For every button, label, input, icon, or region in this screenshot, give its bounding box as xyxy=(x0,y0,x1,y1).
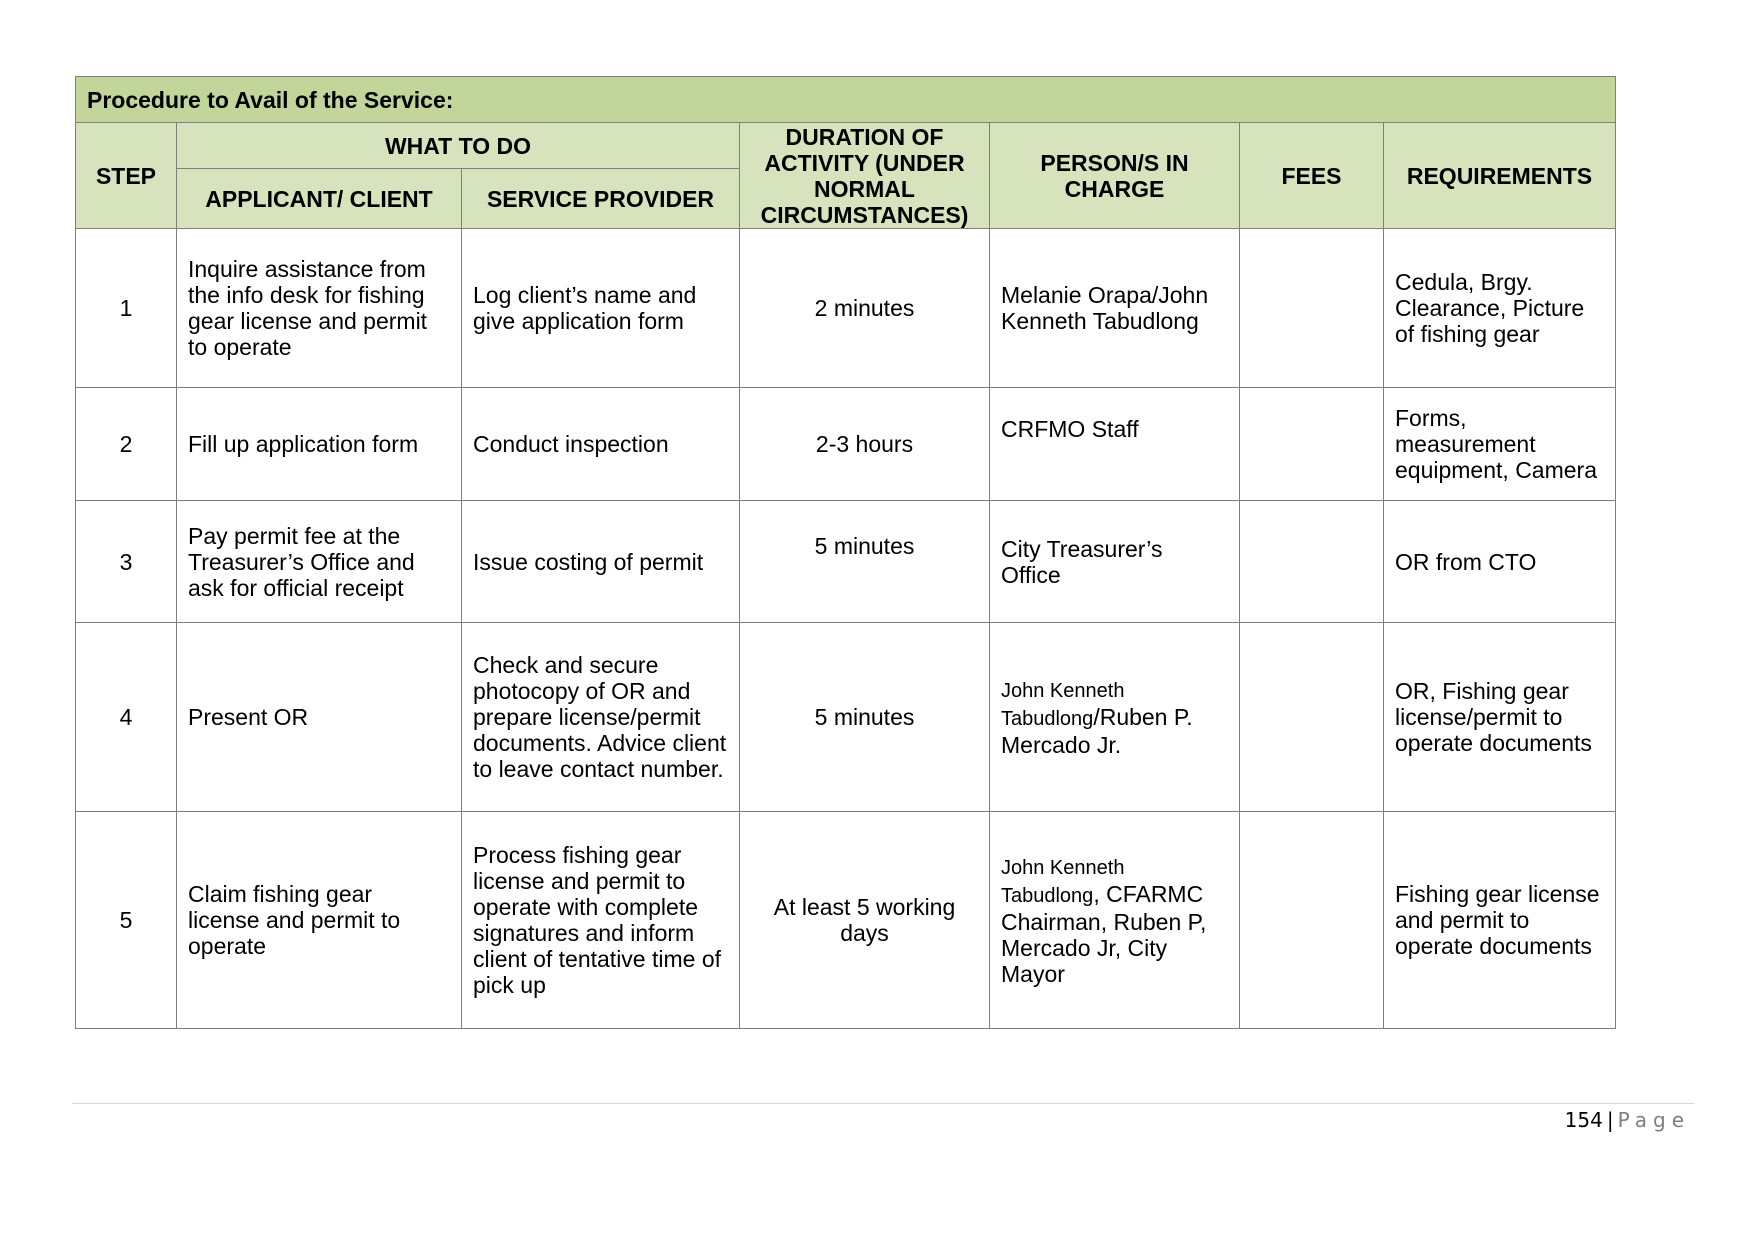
fees-cell xyxy=(1240,501,1384,623)
table-row xyxy=(76,388,1616,501)
header-step: STEP xyxy=(76,123,177,229)
footer-divider xyxy=(72,1103,1694,1104)
duration-cell: At least 5 working days xyxy=(740,812,990,1029)
table-row xyxy=(76,812,1616,1029)
provider-cell: Log client’s name and give application form xyxy=(462,229,740,388)
header-person-in-charge: PERSON/S IN CHARGE xyxy=(990,123,1240,229)
header-applicant-client: APPLICANT/ CLIENT xyxy=(177,169,462,229)
duration-cell: 5 minutes xyxy=(740,623,990,812)
step-cell: 3 xyxy=(76,501,177,623)
requirements-cell: Forms, measurement equipment, Camera xyxy=(1384,388,1616,501)
provider-cell: Issue costing of permit xyxy=(462,501,740,623)
step-cell: 5 xyxy=(76,812,177,1029)
applicant-cell: Present OR xyxy=(177,623,462,812)
person-cell xyxy=(990,623,1240,812)
requirements-cell: Fishing gear license and permit to operate documents xyxy=(1384,812,1616,1029)
person-name-rest: , CFARMC Chairman, Ruben P, Mercado Jr, City Mayor xyxy=(1001,881,1207,987)
header-requirements: REQUIREMENTS xyxy=(1384,123,1616,229)
fees-cell xyxy=(1240,388,1384,501)
duration-cell: 5 minutes xyxy=(740,501,990,623)
person-name-small: John Kenneth Tabudlong xyxy=(1001,680,1125,730)
person-name-small: John Kenneth Tabudlong xyxy=(1001,857,1125,907)
fees-cell xyxy=(1240,623,1384,812)
header-what-to-do: WHAT TO DO xyxy=(177,123,740,169)
table-row xyxy=(76,623,1616,812)
step-cell: 1 xyxy=(76,229,177,388)
header-fees: FEES xyxy=(1240,123,1384,229)
person-cell: City Treasurer’s Office xyxy=(990,501,1240,623)
applicant-cell: Pay permit fee at the Treasurer’s Office and ask for official receipt xyxy=(177,501,462,623)
person-name-rest: /Ruben P. Mercado Jr. xyxy=(1001,704,1193,758)
page-word: Page xyxy=(1617,1108,1690,1132)
applicant-cell: Fill up application form xyxy=(177,388,462,501)
applicant-cell: Claim fishing gear license and permit to operate xyxy=(177,812,462,1029)
fees-cell xyxy=(1240,812,1384,1029)
table-row xyxy=(76,229,1616,388)
duration-cell: 2 minutes xyxy=(740,229,990,388)
provider-cell: Conduct inspection xyxy=(462,388,740,501)
table-row xyxy=(76,501,1616,623)
page-footer xyxy=(1565,1108,1690,1132)
procedure-table xyxy=(75,76,1616,1029)
fees-cell xyxy=(1240,229,1384,388)
step-cell: 4 xyxy=(76,623,177,812)
page-separator: | xyxy=(1606,1108,1614,1132)
duration-cell: 2-3 hours xyxy=(740,388,990,501)
requirements-cell: Cedula, Brgy. Clearance, Picture of fishing gear xyxy=(1384,229,1616,388)
applicant-cell: Inquire assistance from the info desk for fishing gear license and permit to operate xyxy=(177,229,462,388)
table-title: Procedure to Avail of the Service: xyxy=(76,77,1616,123)
person-cell xyxy=(990,812,1240,1029)
header-service-provider: SERVICE PROVIDER xyxy=(462,169,740,229)
provider-cell: Process fishing gear license and permit to operate with complete signatures and inform client of tentative time of pick up xyxy=(462,812,740,1029)
person-cell: Melanie Orapa/John Kenneth Tabudlong xyxy=(990,229,1240,388)
requirements-cell: OR, Fishing gear license/permit to operate documents xyxy=(1384,623,1616,812)
person-cell: CRFMO Staff xyxy=(990,388,1240,501)
step-cell: 2 xyxy=(76,388,177,501)
header-duration: DURATION OF ACTIVITY (UNDER NORMAL CIRCUMSTANCES) xyxy=(740,123,990,229)
page-number: 154 xyxy=(1564,1108,1603,1132)
provider-cell: Check and secure photocopy of OR and prepare license/permit documents. Advice client to leave contact number. xyxy=(462,623,740,812)
requirements-cell: OR from CTO xyxy=(1384,501,1616,623)
